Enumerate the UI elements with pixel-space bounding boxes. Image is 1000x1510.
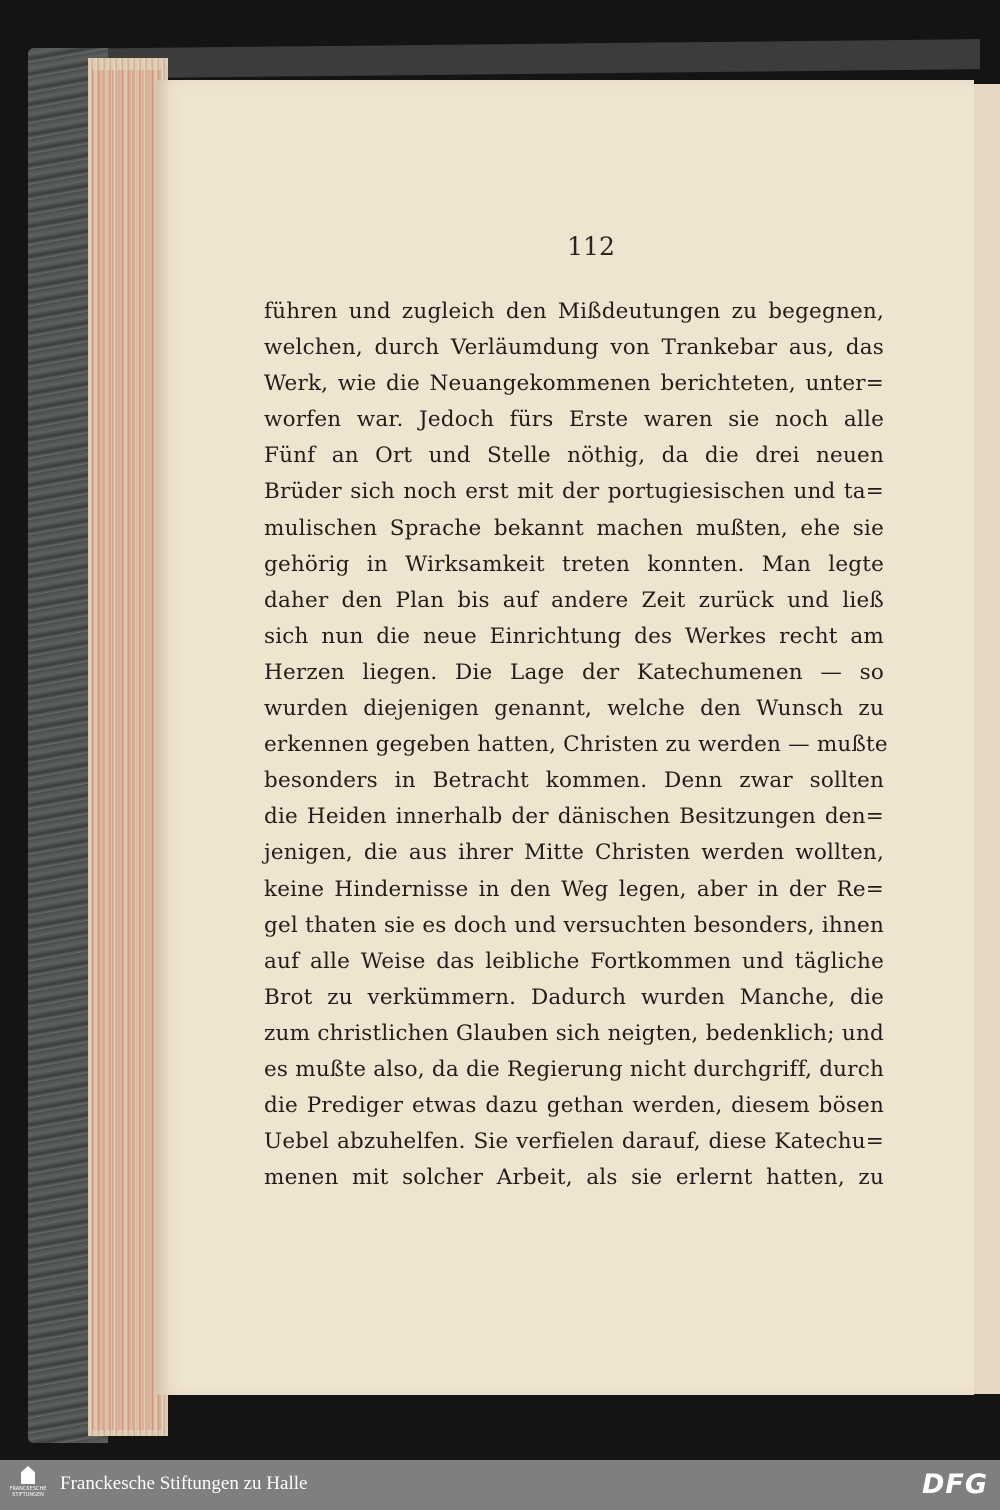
text-line: welchen, durch Verläumdung von Trankebar aus, das	[264, 335, 884, 361]
text-line: keine Hindernisse in den Weg legen, aber in der Re=	[264, 876, 884, 902]
francke-logo	[8, 1466, 48, 1506]
text-line: Uebel abzuhelfen. Sie verfielen darauf, diese Katechu=	[264, 1129, 884, 1155]
institution-name: Franckesche Stiftungen zu Halle	[60, 1473, 308, 1494]
text-line: die Prediger etwas dazu gethan werden, diesem bösen	[264, 1093, 884, 1119]
text-line: Brüder sich noch erst mit der portugiesischen und ta=	[264, 479, 884, 505]
dfg-logo: DFG	[921, 1469, 988, 1500]
text-line: gehörig in Wirksamkeit treten konnten. Man legte	[264, 551, 884, 577]
red-sprinkled-edges	[92, 70, 162, 1430]
text-line: die Heiden innerhalb der dänischen Besitzungen den=	[264, 804, 884, 830]
book-page	[156, 80, 974, 1395]
text-line: führen und zugleich den Mißdeutungen zu begegnen,	[264, 299, 884, 324]
text-line: daher den Plan bis auf andere Zeit zurück und ließ	[264, 587, 884, 613]
text-line: es mußte also, da die Regierung nicht durchgriff, durch	[264, 1056, 884, 1082]
page-text	[264, 294, 888, 1196]
page-number: 112	[567, 232, 615, 261]
text-line: Herzen liegen. Die Lage der Katechumenen — so	[264, 659, 884, 685]
text-line: Fünf an Ort und Stelle nöthig, da die drei neuen	[264, 443, 884, 469]
text-line: sich nun die neue Einrichtung des Werkes recht am	[264, 623, 884, 649]
text-line: jenigen, die aus ihrer Mitte Christen werden wollten,	[264, 840, 884, 866]
text-line: erkennen gegeben hatten, Christen zu werden — mußte	[264, 732, 888, 758]
book-cover-top	[60, 39, 980, 79]
text-line: Werk, wie die Neuangekommenen berichteten, unter=	[264, 371, 884, 397]
text-line: zum christlichen Glauben sich neigten, bedenklich; und	[264, 1020, 884, 1046]
text-line: menen mit solcher Arbeit, als sie erlernt hatten, zu	[264, 1165, 884, 1191]
text-line: auf alle Weise das leibliche Fortkommen und tägliche	[264, 948, 884, 974]
text-line: mulischen Sprache bekannt machen mußten, ehe sie	[264, 515, 884, 541]
text-line: Brot zu verkümmern. Dadurch wurden Manche, die	[264, 984, 884, 1010]
text-line: besonders in Betracht kommen. Denn zwar sollten	[264, 768, 884, 794]
logo-text: FRANCKESCHE STIFTUNGEN	[9, 1486, 47, 1498]
text-line: worfen war. Jedoch fürs Erste waren sie noch alle	[264, 407, 884, 433]
footer-bar	[0, 1460, 1000, 1510]
building-icon	[21, 1466, 35, 1484]
text-line: wurden diejenigen genannt, welche den Wunsch zu	[264, 696, 884, 722]
text-line: gel thaten sie es doch und versuchten besonders, ihnen	[264, 912, 884, 938]
facing-page-edge	[970, 84, 1000, 1394]
